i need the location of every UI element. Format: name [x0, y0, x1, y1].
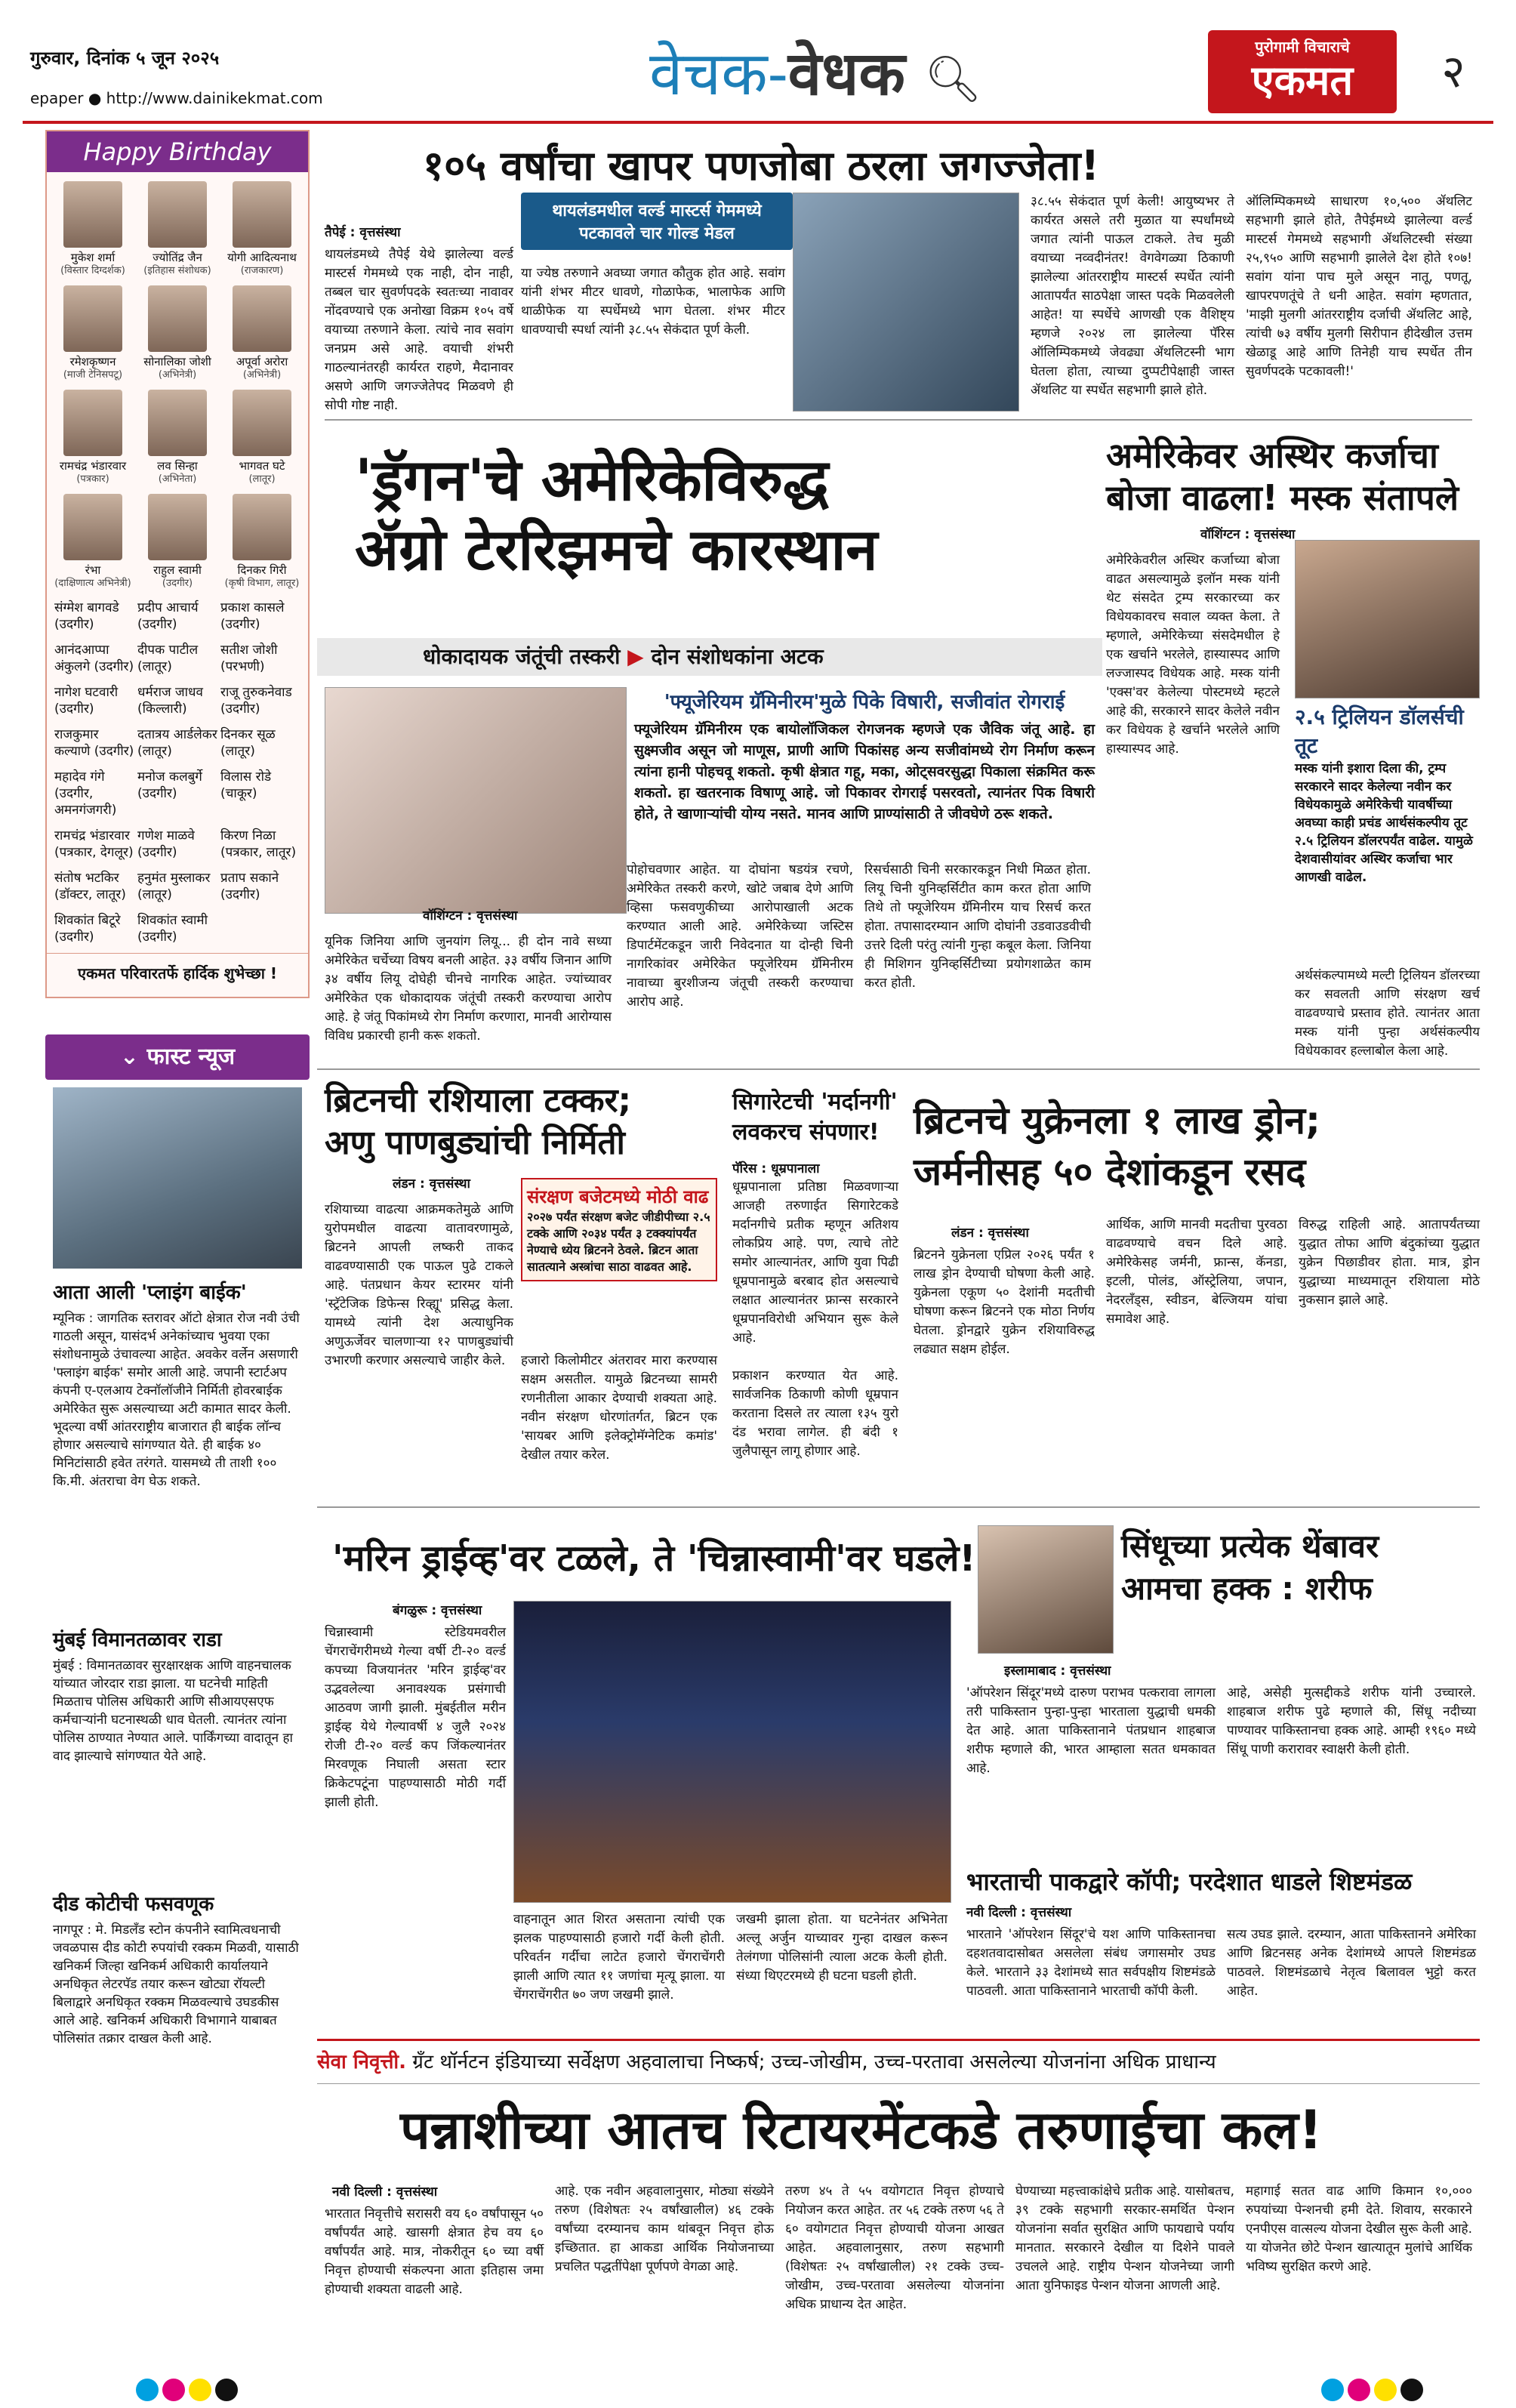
- story-headline: 'मरिन ड्राईव्ह'वर टळले, ते 'चिन्नास्वामी'वर घडले!: [332, 1537, 976, 1580]
- brand-name: एकमत: [1251, 57, 1354, 104]
- person-photo: [233, 285, 291, 352]
- birthday-name: दिनकर सूळ (लातूर): [220, 727, 276, 759]
- story-headline: [914, 1095, 1320, 1198]
- birthday-person: [137, 494, 217, 590]
- fast-news-title: आता आली 'प्लाइंग बाईक': [53, 1281, 247, 1304]
- birthday-name: [220, 912, 300, 945]
- birthday-name: सतीश जोशी (परभणी): [220, 643, 278, 674]
- story-headline: [355, 446, 877, 584]
- birthday-name: राजकुमार कल्याणे (उदगीर): [54, 727, 134, 759]
- person-photo: [63, 285, 122, 352]
- story-column: ३८.५५ सेकंदात पूर्ण केली! आयुष्यभर ते कार्यरत असले तरी मुळात या स्पर्धांमध्ये जगात त्यांनी पाऊल टाकले. तेच मुळी वयाच्या नव्वदीनंतर! वेगवेगळ्या ठिकाणी झालेल्या आंतरराष्ट्रीय मास्टर्स स्पर्धेत त्यांनी आतापर्यंत साठपेक्षा जास्त पदके मिळवलेली आहेत! या स्पर्धेचे आणखी एक वैशिष्ट्य म्हणजे २०२४ ला झालेल्या पॅरिस ऑलिम्पिकमध्ये जेवढ्या ॲथलिटस्नी भाग घेतला होता, त्याच्या दुप्पटीपेक्षाही जास्त ॲथलिट या स्पर्धेत सहभागी झाले होते.: [1031, 194, 1234, 398]
- story-column: हजारो किलोमीटर अंतरावर मारा करण्यास सक्षम असतील. यामुळे ब्रिटनच्या सामरी रणनीतीला आकार देण्याची शक्यता आहे. नवीन संरक्षण धोरणांतर्गत, ब्रिटन एक 'सायबर आणि इलेक्ट्रोमॅग्नेटिक कमांड' देखील तयार करेल.: [521, 1353, 717, 1463]
- person-name: ज्योतिंद्र जैन: [153, 251, 202, 264]
- divider: [317, 1506, 1480, 1508]
- fast-news-item: [53, 1888, 302, 2048]
- person-role: (पत्रकार): [76, 473, 109, 485]
- story-column: 'ऑपरेशन सिंदूर'मध्ये दारुण पराभव पत्करावा लागला तरी पाकिस्तान पुन्हा-पुन्हा भारताला युद्धाची धमकी देत आहे. आता पाकिस्तानाने पंतप्रधान शाहबाज शरीफ म्हणाले की, भारत आम्हाला सतत धमकावत आहे.: [966, 1685, 1216, 1776]
- fast-news-title: मुंबई विमानतळावर राडा: [53, 1629, 222, 1651]
- story-column: वाहनातून आत शिरत असताना त्यांची एक झलक पाहण्यासाठी हजारो गर्दी केली होती. परिवर्तन गर्दीचा लाटेत हजारो चेंगराचेंगरी झाली आणि त्यात ११ जणांचा मृत्यू झाला. या चेंगराचेंगरीत ७० जण जखमी झाले.: [513, 1912, 725, 2003]
- birthday-name: संतोष भटकिर (डॉक्टर, लातूर): [54, 871, 126, 902]
- headline-line: ॲग्रो टेररिझमचे कारस्थान: [355, 516, 878, 583]
- info-box-title: 'फ्यूजेरियम ग्रॅमिनीरम'मुळे पिके विषारी, सजीवांत रोगराई: [664, 691, 1065, 714]
- person-photo: [148, 390, 207, 456]
- birthday-person: [137, 181, 217, 278]
- headline-line: लवकरच संपणार!: [732, 1119, 880, 1145]
- person-role: (अभिनेत्री): [158, 369, 197, 381]
- brand-tagline: पुरोगामी विचाराचे: [1255, 38, 1350, 56]
- birthday-person: [137, 390, 217, 486]
- info-box: [634, 687, 1095, 825]
- person-name: रमेशकृष्णन: [69, 355, 116, 368]
- info-box: [521, 1178, 717, 1281]
- yellow-mark: [189, 2379, 211, 2401]
- story-column: या ज्येष्ठ तरुणाने अवघ्या जगात कौतुक होत आहे. सवांग यांनी शंभर मीटर धावणे, गोळाफेक, भालाफेक आणि थाळीफेक या स्पर्धेमध्ये भाग घेतला. शंभर मीटर धावण्याची स्पर्धा त्यांनी ३८.५५ सेकंदात पूर्ण केली.: [521, 266, 785, 338]
- story-headline: [1121, 1525, 1379, 1610]
- person-role: (माजी टेनिसपटू): [63, 369, 123, 381]
- fast-news-item: [53, 1276, 302, 1491]
- info-box-text: मस्क यांनी इशारा दिला की, ट्रम्प सरकारने सादर केलेल्या नवीन कर विधेयकामुळे अमेरिकेची यावर्षीच्या अवघ्या काही प्रचंड आर्थसंकल्पीय तूट २.५ ट्रिलियन डॉलरपर्यंत वाढेल. यामुळे देशवासीयांवर अस्थिर कर्जाचा भार आणखी वाढेल.: [1295, 761, 1473, 885]
- magenta-mark: [162, 2379, 185, 2401]
- section-title-part-a: वेचक-: [649, 39, 788, 109]
- story-headline: अमेरिकेवर अस्थिर कर्जाचा बोजा वाढला! मस्क संतापले: [1106, 435, 1459, 518]
- divider: [325, 419, 1472, 421]
- page-date: गुरुवार, दिनांक ५ जून २०२५: [30, 48, 220, 69]
- cyan-mark: [136, 2379, 159, 2401]
- birthday-name: धर्मराज जाधव (किल्लारी): [137, 685, 203, 717]
- story-byline: इस्लामाबाद : वृत्तसंस्था: [1004, 1663, 1111, 1679]
- chevron-down-icon: ⌄: [119, 1044, 140, 1070]
- black-mark: [215, 2379, 238, 2401]
- person-name: रंभा: [85, 563, 101, 577]
- story-column: जखमी झाला होता. या घटनेनंतर अभिनेता अल्लू अर्जुन याच्यावर गुन्हा दाखल करून तेलंगणा पोलिसांनी त्याला अटक केली होती. संध्या थिएटरमध्ये ही घटना घडली होती.: [736, 1912, 948, 1984]
- person-role: (राजकारण): [240, 265, 284, 276]
- birthday-person: [137, 285, 217, 382]
- page-number: २: [1441, 45, 1465, 98]
- person-name: रामचंद्र भंडारवार: [59, 459, 127, 473]
- birthday-name-list: [47, 600, 308, 945]
- person-photo: [233, 181, 291, 248]
- story-byline: लंडन : वृत्तसंस्था: [393, 1176, 470, 1192]
- story-column: आहे. एक नवीन अहवालानुसार, मोठ्या संख्येने तरुण (विशेषतः २५ वर्षांखालील) ४६ टक्के वर्षांच्या दरम्यानच काम थांबवून निवृत्त होऊ इच्छितात. हा आकडा आर्थिक नियोजनाच्या प्रचलित पद्धतींपेक्षा पूर्णपणे वेगळा आहे.: [555, 2184, 774, 2274]
- birthday-name: दीपक पाटील (लातूर): [137, 643, 199, 674]
- person-name: अपूर्वा अरोरा: [236, 355, 288, 368]
- magnifier-icon: 🔍︎: [924, 53, 982, 106]
- story-headline: भारताची पाकद्वारे कॉपी; परदेशात धाडले शिष्टमंडळ: [966, 1867, 1413, 1896]
- birthday-name: किरण निळा (पत्रकार, लातूर): [220, 828, 297, 860]
- fast-news-text: मुंबई : विमानतळावर सुरक्षारक्षक आणि वाहनचालक यांच्यात जोरदार राडा झाला. या घटनेची माहिती मिळताच पोलिस अधिकारी आणि सीआयएसएफ कर्मचाऱ्यांनी घटनास्थळी धाव घेतली. त्यानंतर त्यांना पोलिस ठाण्यात नेण्यात आले. पार्किंगच्या वादातून हा वाद झाल्याचे सांगण्यात येते आहे.: [53, 1658, 293, 1764]
- section-title-part-b: वेधक: [787, 38, 905, 109]
- birthday-panel: [45, 130, 310, 998]
- divider: [317, 1068, 1480, 1070]
- newspaper-logo: [1208, 30, 1397, 113]
- birthday-name: मनोज कलबुर्गे (उदगीर): [137, 769, 202, 801]
- story-column: घेण्याच्या महत्त्वाकांक्षेचे प्रतीक आहे. यासोबतच, ३९ टक्के सहभागी सरकार-समर्थित पेन्शन योजनांना सर्वात सुरक्षित आणि फायद्याचे पर्याय मानतात. सरकारने देखील या दिशेने पावले उचलले आहे. राष्ट्रीय पेन्शन योजनेच्या जागी आता युनिफाइड पेन्शन योजना आणली आहे.: [1015, 2184, 1234, 2293]
- story-column: आर्थिक, आणि मानवी मदतीचा पुरवठा वाढवण्याचे वचन दिले आहे. अमेरिकेसह जर्मनी, फ्रान्स, कॅनडा, इटली, पोलंड, ऑस्ट्रेलिया, जपान, नेदरलँड्स, स्वीडन, बेल्जियम यांचा समावेश आहे.: [1106, 1217, 1287, 1327]
- victory-parade-photo: [513, 1601, 951, 1903]
- birthday-name: गणेश माळवे (उदगीर): [137, 828, 195, 860]
- story-column: सत्य उघड झाले. दरम्यान, आता पाकिस्तानने अमेरिका आणि ब्रिटनसह अनेक देशांमध्ये आपले शिष्टमंडळ पाठवले. शिष्टमंडळाचे नेतृत्व बिलावल भुट्टो करत आहेत.: [1227, 1927, 1476, 1999]
- person-photo: [148, 181, 207, 248]
- birthday-name: विलास रोडे (चाकूर): [220, 769, 272, 801]
- info-box-title: संरक्षण बजेटमध्ये मोठी वाढ: [527, 1186, 709, 1207]
- story-column: आहे, असेही मुत्सद्दीकडे शरीफ यांनी उच्चारले. शाहबाज शरीफ पुढे म्हणाले की, सिंधू नदीच्या पाण्यावर पाकिस्तानचा हक्क आहे. आम्ही १९६० मध्ये सिंधू पाणी करारावर स्वाक्षरी केली होती.: [1227, 1685, 1476, 1757]
- flying-bike-photo: [53, 1087, 302, 1269]
- birthday-name: प्रदीप आचार्य (उदगीर): [137, 600, 199, 632]
- birthday-person: [53, 390, 133, 486]
- story-headline: १०५ वर्षांचा खापर पणजोबा ठरला जगज्जेता!: [423, 142, 1100, 190]
- story-column: पोहोचवणार आहेत. या दोघांना षडयंत्र रचणे, अमेरिकेत तस्करी करणे, खोटे जबाब देणे आणि व्हिसा फसवणुकीच्या आरोपाखाली अटक करण्यात आली आहे. अमेरिकेच्या जस्टिस डिपार्टमेंटकडून जारी निवेदनात या दोन्ही चिनी नागरिकांवर अमेरिकेत फ्यूजेरियम ग्रॅमिनीरम नावाच्या बुरशीजन्य जंतूची तस्करी करण्याचा आरोप आहे.: [627, 862, 853, 1010]
- section-title: [649, 30, 982, 113]
- cyan-mark: [1321, 2379, 1344, 2401]
- arrow-right-icon: ▶: [627, 644, 644, 669]
- birthday-person: [53, 181, 133, 278]
- birthday-person: [53, 285, 133, 382]
- black-mark: [1400, 2379, 1423, 2401]
- birthday-person: [222, 390, 302, 486]
- person-name: भागवत घटे: [239, 459, 285, 473]
- birthday-name: संग्मेश बागवडे (उदगीर): [54, 600, 119, 632]
- birthday-person: [222, 494, 302, 590]
- person-name: राहुल स्वामी: [153, 563, 202, 577]
- fast-news-text: नागपूर : मे. मिडलँड स्टोन कंपनीने स्वामित्वधनाची जवळपास दीड कोटी रुपयांची रक्कम मिळवी, यासाठी खनिकर्म जिल्हा खनिकर्म अधिकारी कार्यालयाने अनधिकृत लेटरपॅड तयार करून खोट्या रॉयल्टी बिलाद्वारे अनधिकृत रक्कम मिळवल्याचे उघडकीस आले आहे. खनिकर्म अधिकारी विभागाने याबाबत पोलिसांत तक्रार दाखल केली आहे.: [53, 1922, 299, 2046]
- researcher-photo: [325, 687, 627, 914]
- story-column: महागाई सतत वाढ आणि किमान १०,००० रुपयांच्या पेन्शनची हमी देते. शिवाय, सरकारने एनपीएस वात्सल्य योजना देखील सुरू केली आहे. या योजनेत छोटे पेन्शन खात्यातून मुलांचे आर्थिक भविष्य सुरक्षित करणे आहे.: [1246, 2184, 1472, 2274]
- birthday-name: शिवकांत स्वामी (उदगीर): [137, 913, 208, 945]
- birthday-wish: एकमत परिवारतर्फे हार्दिक शुभेच्छा !: [47, 953, 308, 992]
- sharif-photo: [978, 1525, 1114, 1654]
- info-box: [1295, 702, 1480, 886]
- story-column: यूनिक जिनिया आणि जुनयांग लियू... ही दोन नावे सध्या अमेरिकेत चर्चेच्या विषय बनली आहेत. ३३ वर्षीय जिनान आणि ३४ वर्षीय लियू दोघेही चीनचे नागरिक आहेत. ज्यांच्यावर अमेरिकेत एक धोकादायक जंतूंची तस्करी करण्याचा आरोप आहे. हे जंतू पिकांमध्ये रोग निर्माण करणारा, मानवी आरोग्यास विविध प्रकारची हानी करू शकतो.: [325, 934, 612, 1044]
- story-column: अर्थसंकल्पामध्ये मल्टी ट्रिलियन डॉलरच्या कर सवलती आणि संरक्षण खर्च वाढवण्याचे प्रस्ताव होते. त्यानंतर आता मस्क यांनी पुन्हा अर्थसंकल्पीय विधेयकावर हल्लाबोल केला आहे.: [1295, 968, 1480, 1059]
- headline-line: सिंधूच्या प्रत्येक थेंबावर: [1121, 1528, 1379, 1565]
- birthday-heading: Happy Birthday: [47, 131, 308, 172]
- story-byline: नवी दिल्ली : वृत्तसंस्था: [332, 2184, 438, 2200]
- story-column: भारतात निवृत्तीचे सरासरी वय ६० वर्षांपासून ५० वर्षांपर्यंत आहे. खासगी क्षेत्रात हेच वय ६० वर्षांपर्यंत आहे. मात्र, नोकरीतून ६० च्या वर्षी निवृत्त होण्याची संकल्पना आता इतिहास जमा होण्याची शक्यता वाढली आहे.: [325, 2206, 544, 2297]
- strap-left: धोकादायक जंतूंची तस्करी: [423, 644, 621, 669]
- magenta-mark: [1348, 2379, 1370, 2401]
- person-photo: [148, 494, 207, 560]
- birthday-name: शिवकांत बिटूरे (उदगीर): [54, 913, 121, 945]
- story-column: थायलंडमध्ये तैपेई येथे झालेल्या वर्ल्ड मास्टर्स गेममध्ये एक नाही, दोन नाही, तब्बल चार सुवर्णपदके स्वतःच्या नावावर नोंदवण्याचे एक अनोखा विक्रम १०५ वर्षे वयाच्या तरुणाने केला. त्यांचे नाव सवांग जनप्रम असे आहे. वयाची शंभरी गाठल्यानंतरही कार्यरत राहणे, मैदानावर असणे आणि जगज्जेतेपद मिळवणे ही सोपी गोष्ट नाही.: [325, 247, 513, 413]
- story-byline: तैपेई : वृत्तसंस्था: [325, 225, 401, 240]
- story-byline: वॉशिंग्टन : वृत्तसंस्था: [1200, 527, 1296, 542]
- fast-news-heading: [45, 1034, 310, 1080]
- person-photo: [63, 390, 122, 456]
- fast-news-title: फास्ट न्यूज: [146, 1044, 236, 1070]
- person-role: (कृषी विभाग, लातूर): [224, 578, 300, 589]
- story-column: चिन्नास्वामी स्टेडियमवरील चेंगराचेंगरीमध्ये गेल्या वर्षी टी-२० वर्ल्ड कपच्या विजयानंतर 'मरिन ड्राईव्ह'वर उद्भवलेल्या अनावश्यक प्रसंगाची आठवण जागी झाली. मुंबईतील मरीन ड्राईव्ह येथे गेल्यावर्षी ४ जुलै २०२४ रोजी टी-२० वर्ल्ड कप जिंकल्यानंतर मिरवणूक निघाली असता स्टार क्रिकेटपटूंना पाहण्यासाठी मोठी गर्दी झाली होती.: [325, 1625, 506, 1810]
- fast-news-title: दीड कोटीची फसवणूक: [53, 1893, 214, 1916]
- person-name: दिनकर गिरी: [237, 563, 287, 577]
- story-strap: [317, 2039, 1480, 2084]
- headline-line: जर्मनीसह ५० देशांकडून रसद: [914, 1150, 1306, 1194]
- strap-text: ग्रँट थॉर्नटन इंडियाच्या सर्वेक्षण अहवालाचा निष्कर्ष; उच्च-जोखीम, उच्च-परतावा असलेल्या योजनांना अधिक प्राधान्य: [412, 2051, 1216, 2073]
- yellow-mark: [1374, 2379, 1397, 2401]
- story-column: तरुण ४५ ते ५५ वयोगटात निवृत्त होण्याचे नियोजन करत आहेत. तर ५६ टक्के तरुण ५६ ते ६० वयोगटात निवृत्त होण्याची योजना आखत आहेत. अहवालानुसार, तरुण सहभागी (विशेषतः २५ वर्षांखालील) २१ टक्के उच्च-जोखीम, उच्च-परतावा असलेल्या योजनांना अधिक प्राधान्य देत आहेत.: [785, 2184, 1004, 2312]
- person-name: सोनालिका जोशी: [143, 355, 211, 368]
- birthday-name: रामचंद्र भंडारवार (पत्रकार, देगलूर): [54, 828, 134, 860]
- person-role: (अभिनेत्री): [242, 369, 282, 381]
- story-column: विरुद्ध राहिली आहे. आतापर्यंतच्या युद्धात तोफा आणि बंदुकांच्या युद्धात युक्रेन पिछाडीवर होता. मात्र, ड्रोन युद्धाच्या माध्यमातून रशियाला मोठे नुकसान झाले आहे.: [1299, 1217, 1480, 1308]
- story-byline: वॉशिंग्टन : वृत्तसंस्था: [423, 908, 518, 923]
- person-photo: [148, 285, 207, 352]
- masthead-rule: [23, 121, 1493, 124]
- story-byline: बंगळुरू : वृत्तसंस्था: [393, 1603, 482, 1618]
- story-byline: पॅरिस : धूम्रपानाला: [732, 1161, 820, 1176]
- birthday-name: दतात्रय आर्डलेकर (लातूर): [137, 727, 217, 759]
- person-photo: [63, 494, 122, 560]
- person-role: (दाक्षिणात्य अभिनेत्री): [54, 578, 131, 589]
- birthday-name: प्रताप सकाने (उदगीर): [220, 871, 279, 902]
- story-headline: पन्नाशीच्या आतच रिटायरमेंटकडे तरुणाईचा कल!: [400, 2099, 1323, 2161]
- epaper-url[interactable]: epaper ● http://www.dainikekmat.com: [30, 89, 323, 107]
- story-column: रिसर्चसाठी चिनी सरकारकडून निधी मिळत होता. लियू चिनी युनिव्हर्सिटीत काम करत होता आणि तिथे तो फ्यूजेरियम ग्रॅमिनीरम याच रिसर्च करत होता. तपासादरम्यान आणि दोघांनी उडवाउडवीची उत्तरे दिली परंतु त्यांनी गुन्हा कबूल केला. जिनिया ही मिशिगन युनिव्हर्सिटीच्या प्रयोगशाळेत काम करत होती.: [864, 862, 1091, 991]
- birthday-name: हनुमंत मुस्लाकर (लातूर): [137, 871, 211, 902]
- person-role: (लातूर): [248, 473, 276, 485]
- story-headline: [732, 1087, 898, 1148]
- person-name: लव सिन्हा: [157, 459, 198, 473]
- birthday-name: नागेश घटवारी (उदगीर): [54, 685, 119, 717]
- birthday-name: राजू तुरुकनेवाड (उदगीर): [220, 685, 292, 717]
- birthday-name: महादेव गंगे (उदगीर, अमनगंजगरी): [54, 769, 117, 818]
- headline-line: ब्रिटनचे युक्रेनला १ लाख ड्रोन;: [914, 1099, 1321, 1142]
- headline-line: आमचा हक्क : शरीफ: [1121, 1570, 1373, 1607]
- person-role: (अभिनेता): [158, 473, 197, 485]
- person-role: (इतिहास संशोधक): [143, 265, 211, 276]
- birthday-name: आनंदआप्पा अंकुलगे (उदगीर): [54, 643, 134, 674]
- person-photo: [63, 181, 122, 248]
- person-name: मुकेश शर्मा: [70, 251, 116, 264]
- story-column: धूम्रपानाला प्रतिष्ठा मिळवणाऱ्या आजही तरुणाईत सिगारेटकडे मर्दानगीचे प्रतीक म्हणून अतिशय लोकप्रिय आहे. पण, त्याचे तोटे समोर आल्यानंतर, आणि युवा पिढी धूम्रपानामुळे बरबाद होत असल्याचे लक्षात आल्यानंतर फ्रान्स सरकारने धूम्रपानविरोधी अभियान सुरू केले आहे.: [732, 1179, 898, 1346]
- person-role: (विस्तार दिग्दर्शक): [60, 265, 125, 276]
- story-column: ब्रिटनने युक्रेनला एप्रिल २०२६ पर्यंत १ लाख ड्रोन देण्याची घोषणा केली आहे. युक्रेनला एकूण ५० देशांनी मदतीची घोषणा करून ब्रिटनने एक मोठा निर्णय घेतला. ड्रोनद्वारे युक्रेन रशियाविरुद्ध लढ्यात सक्षम होईल.: [914, 1247, 1095, 1357]
- person-name: योगी आदित्यनाथ: [227, 251, 297, 264]
- fast-news-text: म्यूनिक : जागतिक स्तरावर ऑटो क्षेत्रात रोज नवी उंची गाठली असून, यासंदर्भ अनेकांच्याच भुवया एका संशोधनामुळे उंचावल्या आहेत. अवकेर वर्लेन असणारी 'फ्लाइंग बाईक' समोर आली आहे. जपानी स्टार्टअप कंपनी ए-एलआय टेक्नॉलॉजीने निर्मिती होवरबाईक अमेरिकेत सुरू असल्याच्या अटी कामात सादर केली. भूदल्या वर्षी आंतरराष्ट्रीय बाजारात ही बाईक लॉन्च होणार असल्याचे सांगण्यात येते. ही बाईक ४० मिनिटांसाठी हवेत तरंगते. यासमध्ये ती ताशी १०० कि.मी. अंतराचा वेग घेऊ शकते.: [53, 1311, 300, 1489]
- strap-kicker: सेवा निवृत्ती.: [317, 2051, 407, 2073]
- birthday-name: प्रकाश कासले (उदगीर): [220, 600, 285, 632]
- story-column: ऑलिम्पिकमध्ये साधारण १०,५०० ॲथलिट सहभागी झाले होते, तैपेईमध्ये झालेल्या वर्ल्ड मास्टर्स गेममध्ये सहभागी ॲथलिटस्ची संख्या २५,९५० आणि सहभागी झालेले देश होते १०७! सवांग यांना पाच मुले असून नातू, पणतू, खापरपणतूंचे ते धनी आहेत. सवांग म्हणतात, 'माझी मुलगी आंतरराष्ट्रीय दर्जाची ॲथलिट आहे, त्यांची ७३ वर्षीय मुलगी सिरीपान हीदेखील उत्तम खेळाडू आहे आणि तिनेही याच स्पर्धेत तीन सुवर्णपदके पटकावली!': [1246, 194, 1472, 379]
- birthday-photo-grid: [47, 172, 308, 600]
- person-photo: [233, 494, 291, 560]
- story-headline: ब्रिटनची रशियाला टक्कर; अणु पाणबुड्यांची निर्मिती: [325, 1081, 632, 1162]
- story-byline: लंडन : वृत्तसंस्था: [951, 1226, 1029, 1241]
- headline-line: 'ड्रॅगन'चे अमेरिकेविरुद्ध: [355, 446, 829, 513]
- athlete-photo: [793, 193, 1019, 412]
- birthday-person: [222, 181, 302, 278]
- story-column: भारताने 'ऑपरेशन सिंदूर'चे यश आणि पाकिस्तानचा दहशतवादासोबत असलेला संबंध जगासमोर उघड केले. भारताने ३३ देशांमध्ये सात सर्वपक्षीय शिष्टमंडळे पाठवली. आता पाकिस्तानाने भारताची कॉपी केली.: [966, 1927, 1216, 1999]
- info-box-title: २.५ ट्रिलियन डॉलर्सची तूट: [1295, 705, 1464, 758]
- story-column: अमेरिकेवरील अस्थिर कर्जाच्या बोजा वाढत असल्यामुळे इलॉन मस्क यांनी थेट संसदेत ट्रम्प सरकारच्या कर विधेयकावरच सवाल व्यक्त केला. ते म्हणाले, अमेरिकेच्या संसदेमधील हे एक खर्चाने भरलेले, हास्यास्पद आणि लज्जास्पद विधेयक आहे. मस्क यांनी 'एक्स'वर केलेल्या पोस्टमध्ये म्हटले आहे की, सरकारने सादर केलेले नवीन कर विधेयक हे खर्चाने भरलेले आणि हास्यास्पद आहे.: [1106, 553, 1280, 757]
- person-photo: [233, 390, 291, 456]
- story-subhead: थायलंडमधील वर्ल्ड मास्टर्स गेममध्ये पटकावले चार गोल्ड मेडल: [521, 193, 793, 250]
- info-box-text: २०२७ पर्यंत संरक्षण बजेट जीडीपीच्या २.५ टक्के आणि २०३४ पर्यंत ३ टक्क्यांपर्यंत नेण्याचे ध्येय ब्रिटनने ठेवले. ब्रिटन आता सातत्याने अस्त्रांचा साठा वाढवत आहे.: [527, 1210, 710, 1274]
- fast-news-item: [53, 1623, 302, 1765]
- birthday-person: [53, 494, 133, 590]
- story-strap: [317, 638, 1102, 676]
- birthday-person: [222, 285, 302, 382]
- strap-right: दोन संशोधकांना अटक: [651, 644, 824, 669]
- person-role: (उदगीर): [162, 578, 193, 589]
- story-column: रशियाच्या वाढत्या आक्रमकतेमुळे आणि युरोपमधील वाढत्या वातावरणामुळे, ब्रिटनने आपली लष्करी ताकद वाढवण्यासाठी एक पाऊल पुढे टाकले आहे. पंतप्रधान केयर स्टारमर यांनी 'स्ट्रॅटेजिक डिफेन्स रिव्ह्यू' प्रसिद्ध केला. यामध्ये त्यांनी देश अत्याधुनिक अणुऊर्जेवर चालणाऱ्या १२ पाणबुड्यांची उभारणी करणार असल्याचे जाहीर केले.: [325, 1202, 513, 1368]
- musk-photo: [1295, 540, 1480, 698]
- story-column: प्रकाशन करण्यात येत आहे. सार्वजनिक ठिकाणी कोणी धूम्रपान करताना दिसले तर त्याला १३५ युरो दंड भरावा लागेल. ही बंदी १ जुलैपासून लागू होणार आहे.: [732, 1368, 898, 1459]
- story-byline: नवी दिल्ली : वृत्तसंस्था: [966, 1905, 1072, 1920]
- info-box-text: फ्यूजेरियम ग्रॅमिनीरम एक बायोलॉजिकल रोगजनक म्हणजे एक जैविक जंतू आहे. हा सुक्ष्मजीव असून जो माणूस, प्राणी आणि पिकांसह अन्य सजीवांमध्ये रोग निर्माण करून त्यांना हानी पोहचवू शकतो. कृषी क्षेत्रात गहू, मका, ओट्सवरसुद्धा पिकाला संक्रमित करू शकतो. हा खतरनाक विषाणू आहे. जो पिकावर रोगराई पसरवतो, त्यानंतर पिक विषारी होते, ते खाणाऱ्यांची योग्य नसते. मानव आणि प्राण्यांसाठी ते जीवघेणे ठरू शकते.: [634, 721, 1095, 822]
- headline-line: सिगारेटची 'मर्दानगी': [732, 1089, 898, 1115]
